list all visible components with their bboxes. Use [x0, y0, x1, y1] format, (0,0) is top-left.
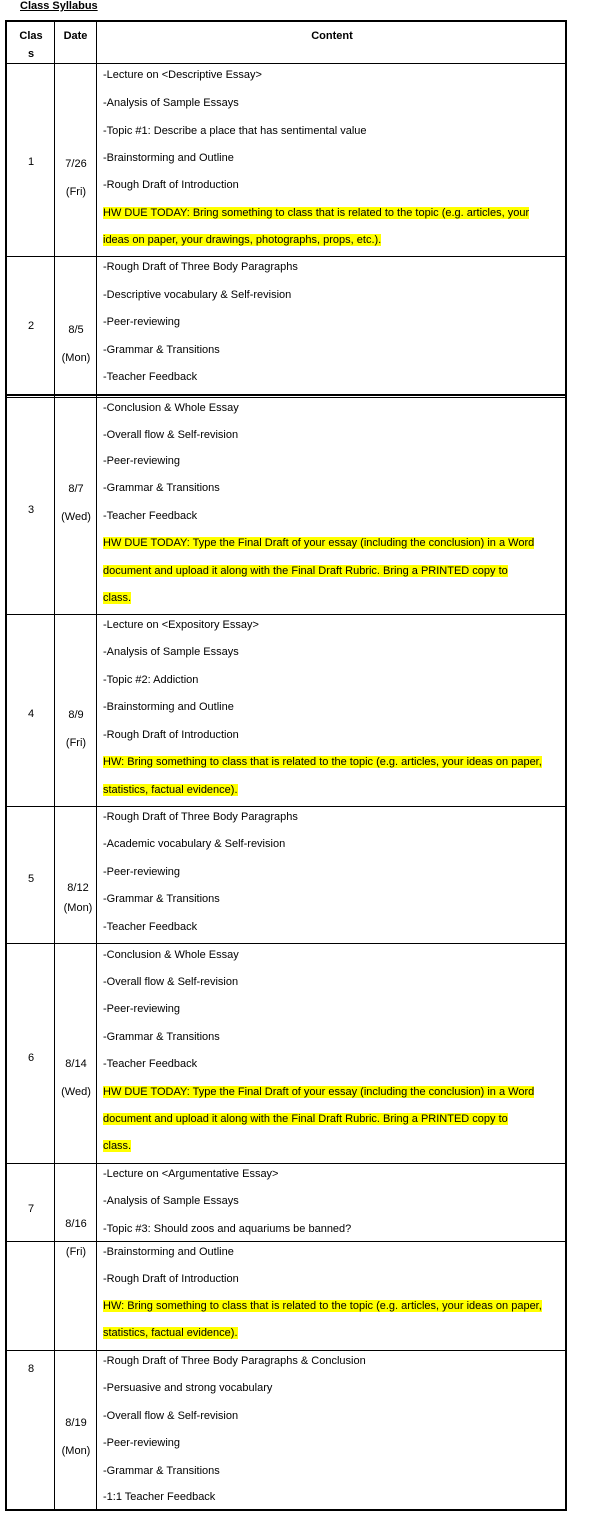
- content-item: -Overall flow & Self-revision: [103, 976, 239, 988]
- content-item: -Rough Draft of Introduction: [103, 729, 239, 741]
- class-day: (Fri): [65, 1246, 87, 1258]
- content-item: -1:1 Teacher Feedback: [103, 1491, 216, 1503]
- row-divider: [6, 397, 566, 398]
- class-date: [56, 150, 96, 206]
- homework-text: class.: [103, 1140, 132, 1152]
- date-value: 8/5: [68, 324, 84, 336]
- homework-line: [103, 585, 131, 612]
- header-class-line1: Clas: [19, 30, 43, 42]
- content-item: -Peer-reviewing: [103, 316, 181, 328]
- content-item: -Descriptive vocabulary & Self-revision: [103, 289, 292, 301]
- class-date: [56, 316, 96, 372]
- content-item: -Topic #2: Addiction: [103, 674, 199, 686]
- day-value: (Wed): [61, 511, 91, 523]
- content-item: -Peer-reviewing: [103, 1437, 181, 1449]
- row-divider: [6, 63, 566, 64]
- homework-text: statistics, factual evidence).: [103, 784, 238, 796]
- content-item: -Teacher Feedback: [103, 510, 198, 522]
- row-divider: [6, 806, 566, 807]
- content-item: -Analysis of Sample Essays: [103, 646, 239, 658]
- class-number: 6: [27, 1052, 35, 1064]
- date-value: 8/9: [68, 709, 84, 721]
- class-number: 5: [27, 873, 35, 885]
- class-date: [56, 701, 96, 757]
- content-item: -Brainstorming and Outline: [103, 701, 234, 713]
- row-divider: [6, 394, 566, 396]
- date-value: 8/7: [68, 483, 84, 495]
- header-class: [8, 27, 54, 63]
- homework-text: HW: Bring something to class that is related to the topic (e.g. articles, your ideas on paper,: [103, 1300, 542, 1312]
- homework-line: [103, 558, 508, 585]
- content-item: -Analysis of Sample Essays: [103, 1195, 239, 1207]
- header-content: Content: [311, 30, 353, 42]
- header-class-line2: s: [27, 48, 35, 60]
- content-item: -Rough Draft of Three Body Paragraphs: [103, 261, 298, 273]
- day-value: (Mon): [63, 902, 93, 914]
- homework-text: HW DUE TODAY: Type the Final Draft of your essay (including the conclusion) in a Word: [103, 537, 535, 549]
- day-value: (Fri): [65, 737, 87, 749]
- class-date: [56, 1050, 96, 1106]
- content-item: -Conclusion & Whole Essay: [103, 402, 239, 414]
- content-item: -Peer-reviewing: [103, 866, 181, 878]
- content-item: -Grammar & Transitions: [103, 1031, 220, 1043]
- content-item: -Brainstorming and Outline: [103, 1246, 234, 1258]
- content-item: -Teacher Feedback: [103, 1058, 198, 1070]
- content-item: -Rough Draft of Three Body Paragraphs: [103, 811, 298, 823]
- homework-text: document and upload it along with the Final Draft Rubric. Bring a PRINTED copy to: [103, 1113, 508, 1125]
- class-date: [58, 874, 98, 914]
- content-item: -Teacher Feedback: [103, 371, 198, 383]
- day-value: (Fri): [65, 186, 87, 198]
- class-number: 1: [27, 156, 35, 168]
- content-item: -Grammar & Transitions: [103, 1465, 220, 1477]
- column-divider: [96, 21, 97, 1510]
- date-value: 8/12: [67, 882, 89, 894]
- content-item: -Grammar & Transitions: [103, 482, 220, 494]
- date-value: 7/26: [65, 158, 87, 170]
- content-item: -Rough Draft of Three Body Paragraphs & Conclusion: [103, 1355, 366, 1367]
- homework-line: [103, 200, 529, 227]
- homework-line: [103, 1320, 238, 1347]
- homework-line: [103, 1106, 508, 1133]
- class-number: 2: [27, 320, 35, 332]
- content-item: -Overall flow & Self-revision: [103, 429, 239, 441]
- homework-line: [103, 227, 381, 254]
- class-number: 4: [27, 708, 35, 720]
- class-number: 8: [27, 1363, 35, 1375]
- date-value: 8/14: [65, 1058, 87, 1070]
- content-item: -Peer-reviewing: [103, 455, 181, 467]
- day-value: (Mon): [61, 1445, 91, 1457]
- homework-line: [103, 1133, 131, 1160]
- class-date: [56, 1409, 96, 1465]
- content-item: -Rough Draft of Introduction: [103, 1273, 239, 1285]
- homework-line: [103, 530, 534, 557]
- content-item: -Lecture on <Descriptive Essay>: [103, 69, 262, 81]
- content-item: -Grammar & Transitions: [103, 344, 220, 356]
- homework-text: ideas on paper, your drawings, photographs, props, etc.).: [103, 234, 382, 246]
- content-item: -Peer-reviewing: [103, 1003, 181, 1015]
- content-item: -Brainstorming and Outline: [103, 152, 234, 164]
- content-item: -Persuasive and strong vocabulary: [103, 1382, 273, 1394]
- homework-line: [103, 777, 238, 804]
- homework-text: HW: Bring something to class that is related to the topic (e.g. articles, your ideas on paper,: [103, 756, 542, 768]
- date-value: 8/19: [65, 1417, 87, 1429]
- content-item: -Overall flow & Self-revision: [103, 1410, 239, 1422]
- class-date: [56, 475, 96, 531]
- content-item: -Rough Draft of Introduction: [103, 179, 239, 191]
- class-date: 8/16: [65, 1218, 87, 1230]
- homework-text: statistics, factual evidence).: [103, 1327, 238, 1339]
- content-item: -Teacher Feedback: [103, 921, 198, 933]
- class-number: 7: [27, 1203, 35, 1215]
- content-item: -Analysis of Sample Essays: [103, 97, 239, 109]
- row-divider: [6, 614, 566, 615]
- day-value: (Mon): [61, 352, 91, 364]
- content-item: -Academic vocabulary & Self-revision: [103, 838, 286, 850]
- row-divider: [6, 943, 566, 944]
- page-title: Class Syllabus: [20, 0, 98, 12]
- content-item: -Topic #1: Describe a place that has sentimental value: [103, 125, 367, 137]
- header-date: Date: [63, 30, 88, 42]
- homework-line: [103, 1293, 542, 1320]
- content-item: -Grammar & Transitions: [103, 893, 220, 905]
- class-number: 3: [27, 504, 35, 516]
- row-divider: [6, 1350, 566, 1351]
- homework-line: [103, 1079, 534, 1106]
- homework-text: HW DUE TODAY: Type the Final Draft of your essay (including the conclusion) in a Word: [103, 1086, 535, 1098]
- content-item: -Lecture on <Argumentative Essay>: [103, 1168, 279, 1180]
- homework-line: [103, 749, 542, 776]
- homework-text: class.: [103, 592, 132, 604]
- column-divider: [54, 21, 55, 1510]
- row-divider: [6, 1163, 566, 1164]
- content-item: -Lecture on <Expository Essay>: [103, 619, 259, 631]
- homework-text: document and upload it along with the Final Draft Rubric. Bring a PRINTED copy to: [103, 565, 508, 577]
- homework-text: HW DUE TODAY: Bring something to class that is related to the topic (e.g. articles, your: [103, 207, 530, 219]
- content-item: -Topic #3: Should zoos and aquariums be banned?: [103, 1223, 352, 1235]
- row-divider: [6, 256, 566, 257]
- day-value: (Wed): [61, 1086, 91, 1098]
- content-item: -Conclusion & Whole Essay: [103, 949, 239, 961]
